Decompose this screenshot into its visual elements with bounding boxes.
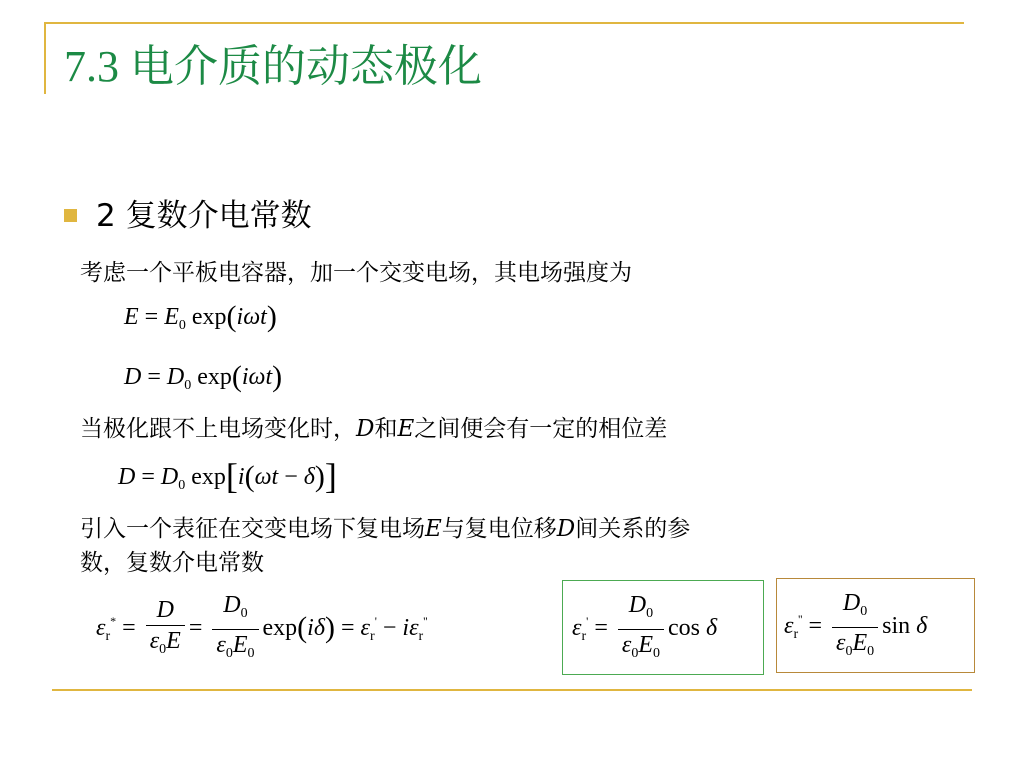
symbol-d-complex: D <box>556 516 576 542</box>
fraction-d-over-eps0-e: $\frac{D}{\varepsilon_0E}$ <box>146 595 185 665</box>
paragraph-3-text-b: 与复电位移 <box>441 516 557 542</box>
section-heading: 2 复数介电常数 <box>96 198 312 234</box>
top-rule <box>44 22 964 24</box>
page-title: 7.3 电介质的动态极化 <box>64 42 482 91</box>
paragraph-2-text-c: 之间便会有一定的相位差 <box>414 416 668 442</box>
paragraph-3-text-a: 引入一个表征在交变电场下复电场 <box>80 516 425 542</box>
formula-imaginary-part: $\varepsilon_r''$ = $\frac{D_0}{\varepsilon_0E_0}$ sin δ <box>784 588 927 667</box>
formula-real-part: $\varepsilon_r'$ = $\frac{D_0}{\varepsilon_0E_0}$ cos δ <box>572 590 717 669</box>
paragraph-2-text-a: 当极化跟不上电场变化时， <box>80 416 356 442</box>
left-rule <box>44 22 46 94</box>
symbol-e-complex: E <box>425 516 442 542</box>
paragraph-1: 考虑一个平板电容器，加一个交变电场，其电场强度为 <box>80 260 632 286</box>
formula-d-phase-lag: $D = D_0$ exp[i(ωt − δ)] <box>118 456 337 496</box>
paragraph-2-text-b: 和 <box>374 416 398 442</box>
bullet-square-icon <box>64 209 77 222</box>
formula-complex-permittivity: $\varepsilon_r^*$ = $\frac{D}{\varepsilon_0E}$ = $\frac{D_0}{\varepsilon_0E_0}$ $\exp(i\delta) = \varepsilon_r' - i\varepsilon_r''$ <box>96 590 428 669</box>
paragraph-2 <box>80 412 667 446</box>
formula-e-field: $E = E_0$ exp(iωt) <box>124 300 277 333</box>
paragraph-3-text-c: 间关系的参 <box>575 516 691 542</box>
fraction-real: $\frac{D_0}{\varepsilon_0E_0}$ <box>618 590 664 669</box>
symbol-d: D <box>356 416 375 442</box>
formula-d-field: $D = D_0$ exp(iωt) <box>124 360 283 393</box>
paragraph-3-line-1 <box>80 512 690 546</box>
fraction-imaginary: $\frac{D_0}{\varepsilon_0E_0}$ <box>832 588 878 667</box>
paragraph-3-line-2: 数，复数介电常数 <box>80 550 264 576</box>
fraction-d0-over-eps0-e0: $\frac{D_0}{\varepsilon_0E_0}$ <box>212 590 258 669</box>
symbol-e: E <box>397 416 415 442</box>
bottom-rule <box>52 689 972 691</box>
